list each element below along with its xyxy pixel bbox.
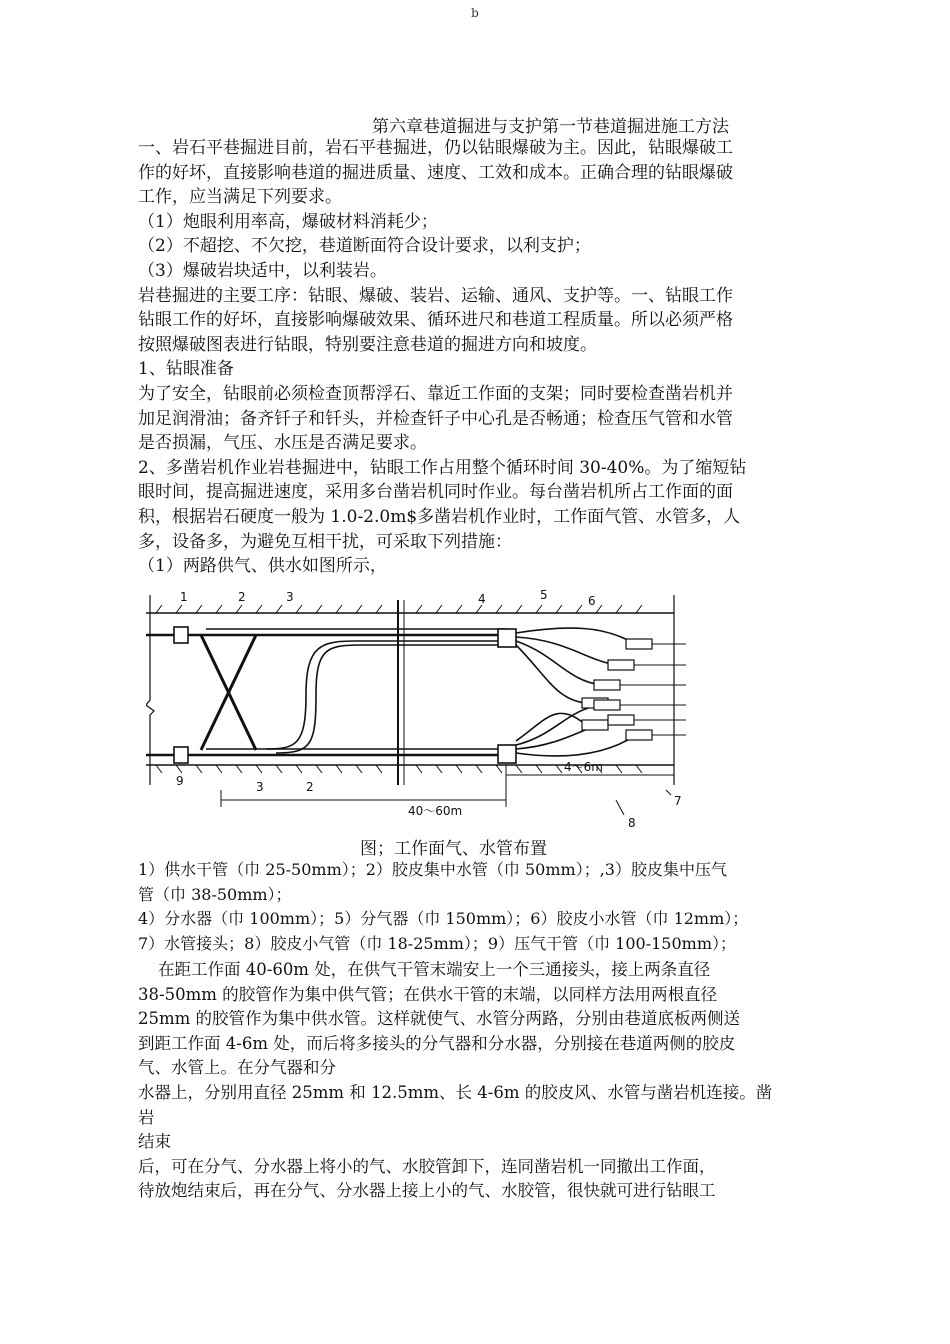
paragraph-line: 岩巷掘进的主要工序：钻眼、爆破、装岩、运输、通风、支护等。一、钻眼工作 bbox=[138, 285, 733, 306]
paragraph-line: 岩 bbox=[138, 1107, 155, 1127]
paragraph-line: 钻眼工作的好坏，直接影响爆破效果、循环进尺和巷道工程质量。所以必须严格 bbox=[138, 310, 733, 331]
paragraph-line: 作的好坏，直接影响巷道的掘进质量、速度、工效和成本。正确合理的钻眼爆破 bbox=[138, 162, 733, 183]
paragraph-line: 按照爆破图表进行钻眼，特别要注意巷道的掘进方向和坡度。 bbox=[138, 334, 597, 355]
label-7: 7 bbox=[674, 794, 682, 808]
rock-drill-icon bbox=[594, 700, 620, 710]
paragraph-line: 结束 bbox=[138, 1132, 171, 1152]
dimension-long-label: 40～60m bbox=[408, 804, 463, 818]
paragraph-line: 到距工作面 4-6m 处，而后将多接头的分气器和分水器，分别接在巷道两侧的胶皮 bbox=[138, 1033, 736, 1053]
label-2: 2 bbox=[238, 590, 246, 604]
hose-pipe bbox=[266, 641, 506, 749]
tail-text bbox=[138, 958, 828, 1204]
rock-drill-icon bbox=[608, 660, 634, 670]
pipe-layout-diagram bbox=[146, 585, 686, 840]
label-6: 6 bbox=[588, 594, 596, 608]
rock-drill-icon bbox=[582, 720, 608, 730]
paragraph-line: （2）不超挖、不欠挖，巷道断面符合设计要求，以利支护； bbox=[138, 236, 591, 257]
valve-icon bbox=[174, 627, 188, 643]
dimension-short-label: 4～6m bbox=[564, 760, 603, 774]
label-4: 4 bbox=[478, 592, 486, 606]
paragraph-line: 待放炮结束后，再在分气、分水器上接上小的气、水胶管，很快就可进行钻眼工 bbox=[138, 1181, 716, 1201]
legend-line: 7）水管接头；8）胶皮小气管（巾 18-25mm）；9）压气干管（巾 100-150mm）； bbox=[138, 933, 737, 953]
rock-drill-icon bbox=[608, 715, 634, 725]
rock-drill-icon bbox=[594, 680, 620, 690]
legend-line: 4）分水器（巾 100mm）；5）分气器（巾 150mm）；6）胶皮小水管（巾 12mm）； bbox=[138, 909, 749, 929]
legend-line: 管（巾 38-50mm）； bbox=[138, 884, 292, 904]
paragraph-line: 眼时间，提高掘进速度，采用多台凿岩机同时作业。每台凿岩机所占工作面的面 bbox=[138, 482, 733, 503]
page-header-mark: b bbox=[471, 6, 479, 20]
label-3: 3 bbox=[286, 590, 294, 604]
small-hose bbox=[516, 645, 586, 703]
paragraph-line: 25mm 的胶管作为集中供水管。这样就使气、水管分两路，分别由巷道底板两侧送 bbox=[138, 1009, 741, 1029]
paragraph-line: 多，设备多，为避免互相干扰，可采取下列措施： bbox=[138, 531, 512, 552]
rock-drill-icon bbox=[626, 639, 652, 649]
paragraph-line: （1）两路供气、供水如图所示， bbox=[138, 556, 387, 577]
chapter-title: 第六章巷道掘进与支护第一节巷道掘进施工方法 bbox=[372, 117, 729, 137]
paragraph-line: 积，根据岩石硬度一般为 1.0-2.0m$多凿岩机作业时，工作面气管、水管多，人 bbox=[138, 506, 741, 527]
label-2-lower: 2 bbox=[306, 780, 314, 794]
label-9: 9 bbox=[176, 774, 184, 788]
break-line bbox=[146, 595, 154, 785]
paragraph-line: （3）爆破岩块适中，以利装岩。 bbox=[138, 260, 387, 281]
paragraph-line: 38-50mm 的胶管作为集中供气管；在供水干管的末端，以同样方法用两根直径 bbox=[138, 984, 718, 1004]
distributor-icon bbox=[498, 629, 516, 647]
figure-legend bbox=[138, 858, 818, 956]
legend-line: 1）供水干管（巾 25-50mm）；2）胶皮集中水管（巾 50mm）；,3）胶皮集中压气 bbox=[138, 860, 727, 879]
paragraph-line: 2、多凿岩机作业岩巷掘进中，钻眼工作占用整个循环时间 30-40%。为了缩短钻 bbox=[138, 457, 747, 478]
figure-caption: 图；工作面气、水管布置 bbox=[360, 839, 547, 859]
small-hose bbox=[516, 628, 636, 645]
label-3-lower: 3 bbox=[256, 780, 264, 794]
valve-icon bbox=[174, 747, 188, 763]
paragraph-line: 水器上，分别用直径 25mm 和 12.5mm、长 4-6m 的胶皮风、水管与凿岩机连接。凿 bbox=[138, 1082, 773, 1102]
small-hose bbox=[516, 641, 601, 685]
rock-drill-icon bbox=[626, 730, 652, 740]
paragraph-line: 一、岩石平巷掘进目前，岩石平巷掘进，仍以钻眼爆破为主。因此，钻眼爆破工 bbox=[138, 138, 733, 158]
small-hose bbox=[516, 713, 586, 741]
paragraph-line: 后，可在分气、分水器上将小的气、水胶管卸下，连同凿岩机一同撤出工作面， bbox=[138, 1156, 716, 1176]
section-heading: 1、钻眼准备 bbox=[138, 359, 234, 380]
body-text bbox=[138, 136, 818, 579]
paragraph-line: 工作，应当满足下列要求。 bbox=[138, 187, 342, 208]
label-8: 8 bbox=[628, 816, 636, 830]
paragraph-line: 为了安全，钻眼前必须检查顶帮浮石、靠近工作面的支架；同时要检查凿岩机并 bbox=[138, 383, 733, 404]
paragraph-line: 加足润滑油；备齐钎子和钎头，并检查钎子中心孔是否畅通；检查压气管和水管 bbox=[138, 408, 733, 429]
paragraph-line: 在距工作面 40-60m 处，在供气干管末端安上一个三通接头，接上两条直径 bbox=[158, 960, 711, 979]
paragraph-line: （1）炮眼利用率高，爆破材料消耗少； bbox=[138, 211, 438, 232]
label-5: 5 bbox=[540, 588, 548, 602]
label-1: 1 bbox=[180, 590, 188, 604]
paragraph-line: 气、水管上。在分气器和分 bbox=[138, 1058, 336, 1078]
distributor-icon bbox=[498, 745, 516, 763]
paragraph-line: 是否损漏，气压、水压是否满足要求。 bbox=[138, 433, 427, 454]
